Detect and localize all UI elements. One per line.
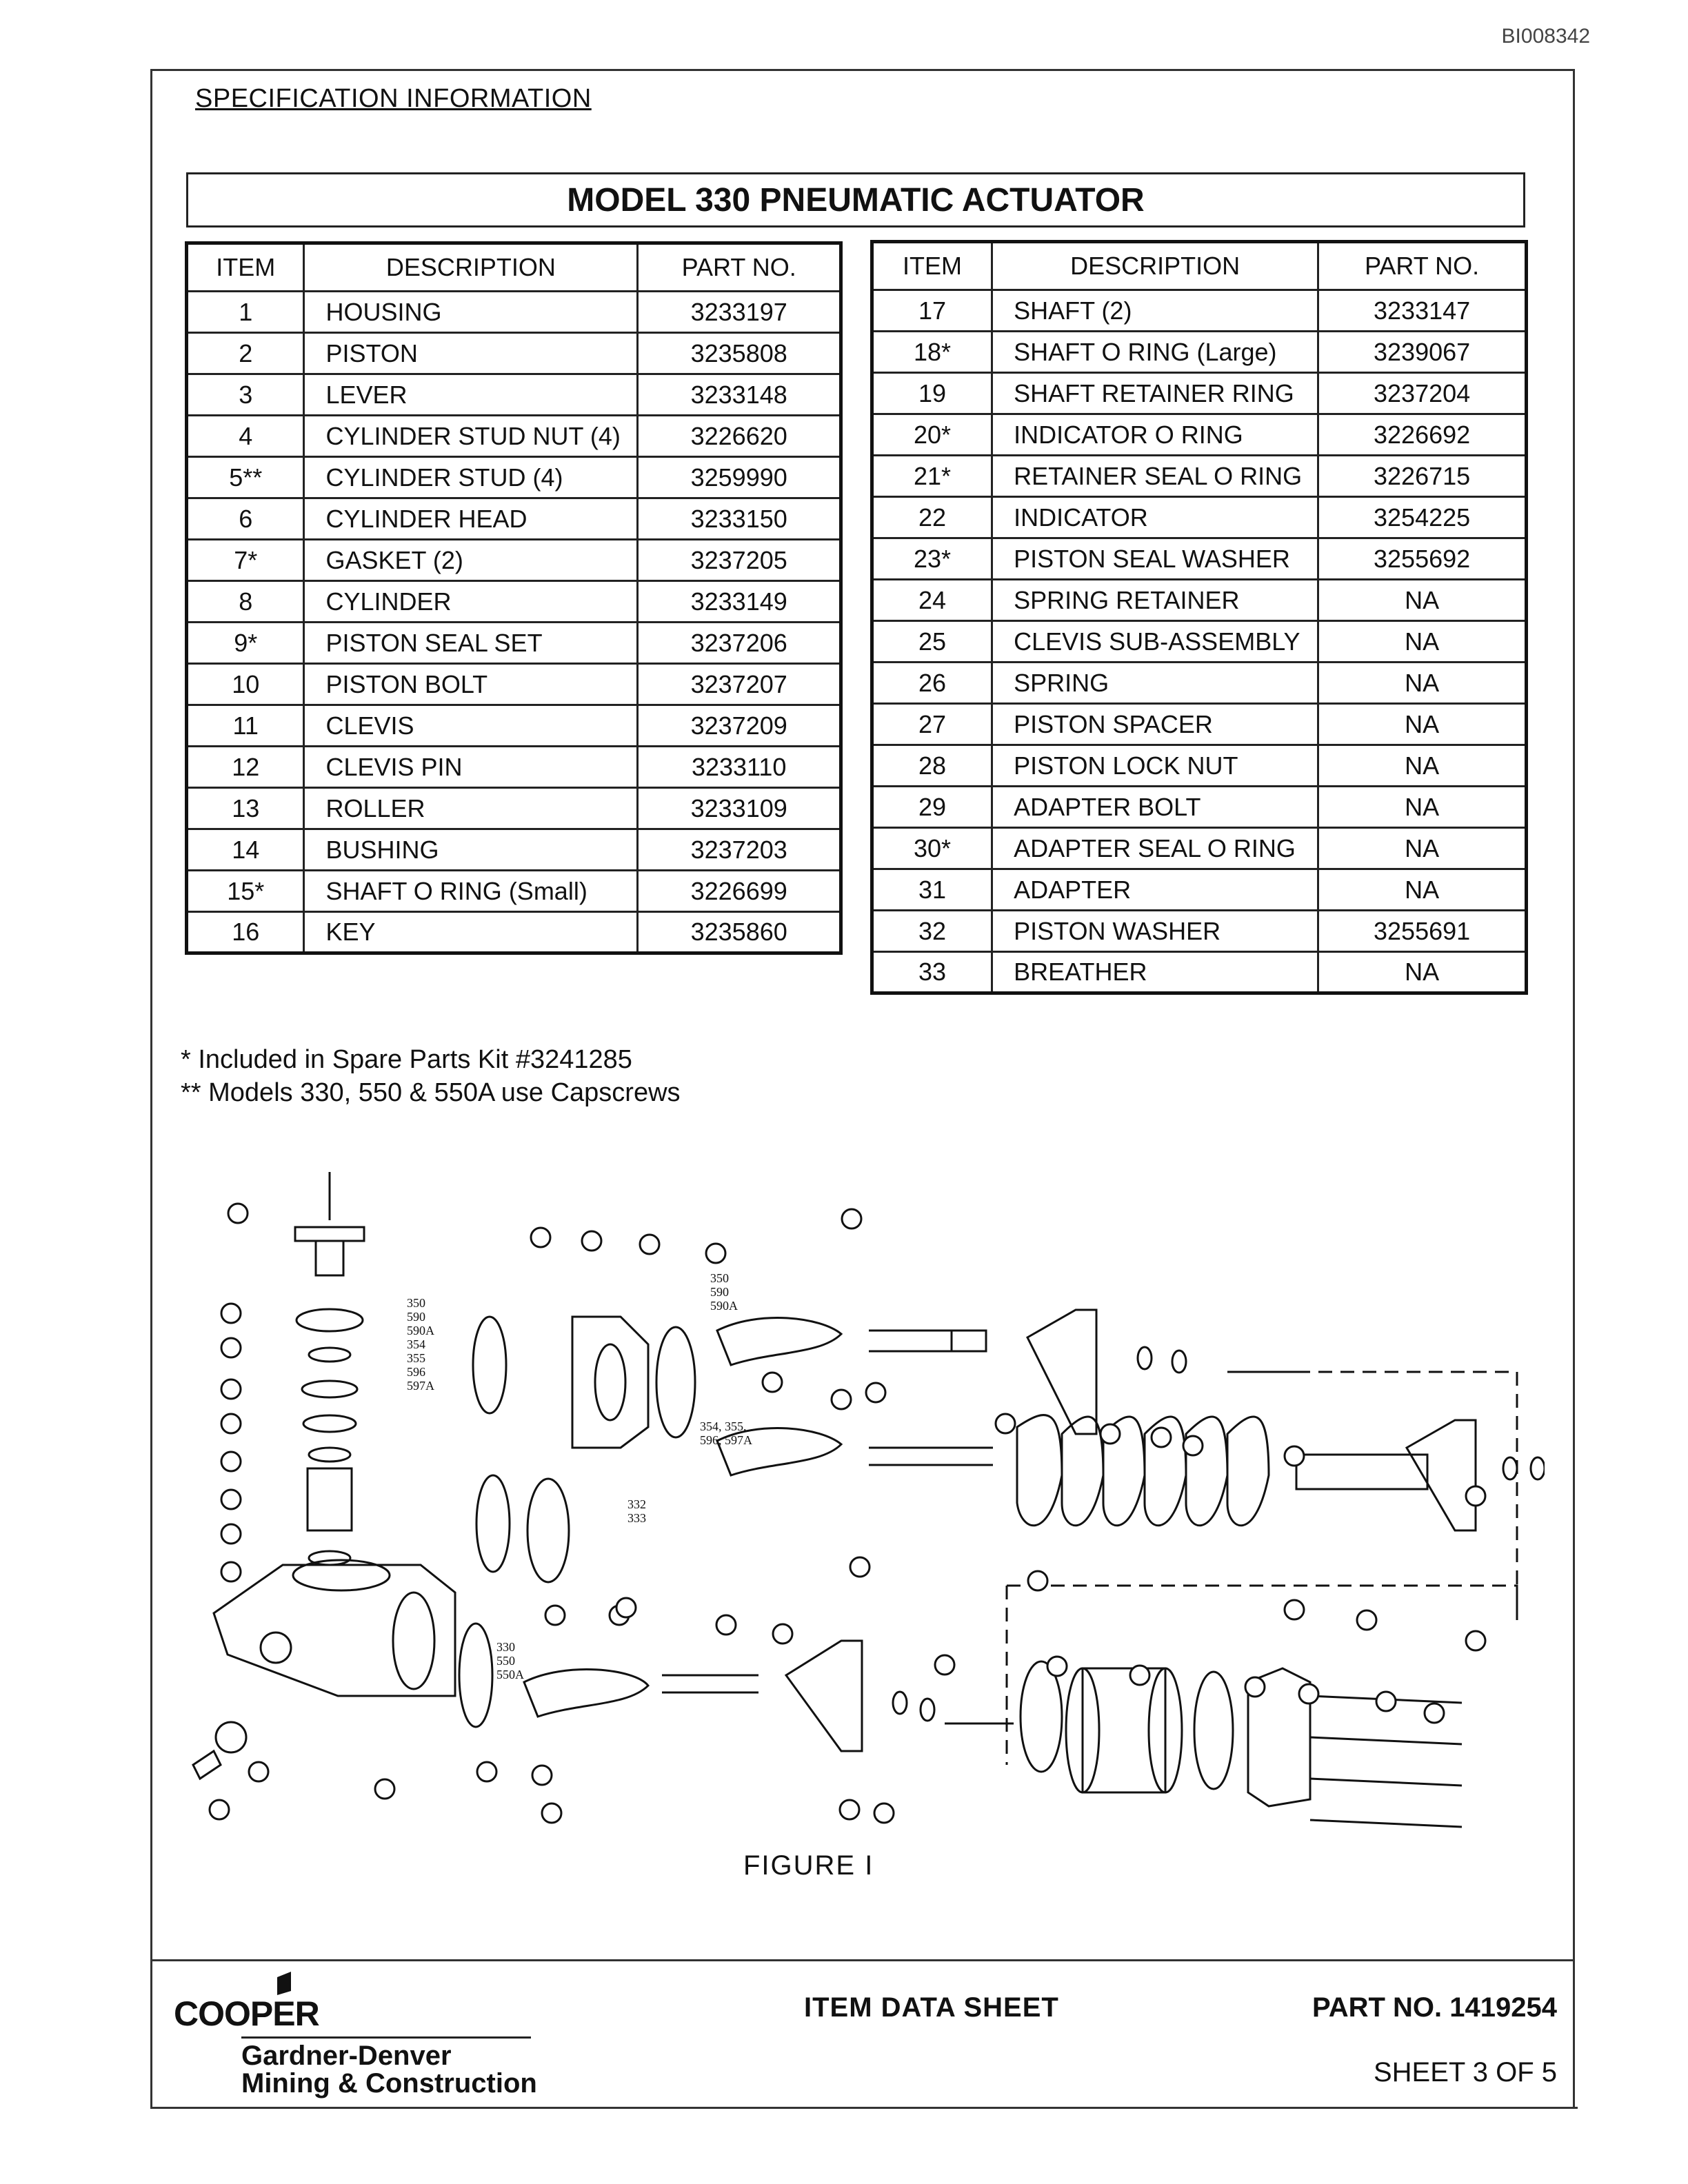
svg-text:332: 332 xyxy=(627,1497,646,1511)
company-name-line1: Gardner-Denver xyxy=(241,2041,452,2071)
part-no-cell: NA xyxy=(1318,580,1527,621)
svg-text:355: 355 xyxy=(407,1351,425,1365)
table-row xyxy=(187,457,841,498)
item-cell: 15* xyxy=(187,871,304,912)
company-name-line2: Mining & Construction xyxy=(241,2068,537,2099)
table-row xyxy=(187,747,841,788)
description-cell: CYLINDER STUD (4) xyxy=(304,457,638,498)
item-cell: 22 xyxy=(872,497,992,538)
part-no-cell: 3233147 xyxy=(1318,290,1527,332)
header-item: ITEM xyxy=(872,242,992,290)
item-cell: 28 xyxy=(872,745,992,787)
item-cell: 14 xyxy=(187,829,304,871)
table-header-row xyxy=(872,242,1527,290)
part-no-cell: 3233197 xyxy=(638,292,841,333)
description-cell: CLEVIS xyxy=(304,705,638,747)
description-cell: SHAFT O RING (Small) xyxy=(304,871,638,912)
item-cell: 26 xyxy=(872,663,992,704)
description-cell: INDICATOR O RING xyxy=(992,414,1318,456)
part-no-cell: 3237204 xyxy=(1318,373,1527,414)
svg-text:550A: 550A xyxy=(496,1668,524,1681)
logo-rule xyxy=(241,2036,531,2039)
item-cell: 24 xyxy=(872,580,992,621)
part-no-cell: 3237209 xyxy=(638,705,841,747)
description-cell: KEY xyxy=(304,912,638,953)
housing xyxy=(193,1560,455,1779)
table-row xyxy=(187,498,841,540)
item-cell: 1 xyxy=(187,292,304,333)
description-cell: PISTON SPACER xyxy=(992,704,1318,745)
parts-table-right xyxy=(870,240,1528,995)
svg-text:550: 550 xyxy=(496,1654,515,1668)
description-cell: CLEVIS SUB-ASSEMBLY xyxy=(992,621,1318,663)
table-row xyxy=(187,705,841,747)
part-no-cell: 3239067 xyxy=(1318,332,1527,373)
table-row xyxy=(187,374,841,416)
part-no-cell: NA xyxy=(1318,704,1527,745)
item-cell: 21* xyxy=(872,456,992,497)
header-description: DESCRIPTION xyxy=(304,243,638,292)
part-no-cell: NA xyxy=(1318,663,1527,704)
description-cell: INDICATOR xyxy=(992,497,1318,538)
description-cell: ADAPTER xyxy=(992,869,1318,911)
item-cell: 12 xyxy=(187,747,304,788)
item-cell: 6 xyxy=(187,498,304,540)
part-no-cell: 3233148 xyxy=(638,374,841,416)
description-cell: RETAINER SEAL O RING xyxy=(992,456,1318,497)
description-cell: LEVER xyxy=(304,374,638,416)
table-row xyxy=(872,828,1527,869)
table-row xyxy=(872,787,1527,828)
part-no-cell: 3255691 xyxy=(1318,911,1527,952)
svg-text:590A: 590A xyxy=(407,1324,434,1337)
table-row xyxy=(187,333,841,374)
table-row xyxy=(187,581,841,623)
item-cell: 32 xyxy=(872,911,992,952)
part-no-cell: NA xyxy=(1318,869,1527,911)
table-row xyxy=(872,704,1527,745)
description-cell: GASKET (2) xyxy=(304,540,638,581)
part-no-cell: NA xyxy=(1318,745,1527,787)
table-row xyxy=(872,580,1527,621)
part-no-cell: NA xyxy=(1318,828,1527,869)
table-row xyxy=(872,869,1527,911)
item-cell: 11 xyxy=(187,705,304,747)
part-no-cell: 3235808 xyxy=(638,333,841,374)
bottom-rule xyxy=(150,2107,1578,2109)
table-row xyxy=(187,788,841,829)
svg-text:590: 590 xyxy=(710,1285,729,1299)
parts-table-left xyxy=(185,241,843,955)
description-cell: PISTON LOCK NUT xyxy=(992,745,1318,787)
description-cell: CYLINDER HEAD xyxy=(304,498,638,540)
footer-part-no: PART NO. 1419254 xyxy=(1312,1992,1557,2023)
part-no-cell: 3226715 xyxy=(1318,456,1527,497)
table-row xyxy=(872,663,1527,704)
item-cell: 18* xyxy=(872,332,992,373)
footer-divider xyxy=(150,1959,1575,1961)
description-cell: PISTON SEAL SET xyxy=(304,623,638,664)
sheet-number: SHEET 3 OF 5 xyxy=(1373,2057,1557,2087)
description-cell: ADAPTER SEAL O RING xyxy=(992,828,1318,869)
table-row xyxy=(872,911,1527,952)
table-row xyxy=(872,456,1527,497)
table-row xyxy=(187,829,841,871)
description-cell: PISTON SEAL WASHER xyxy=(992,538,1318,580)
part-no-cell: 3237206 xyxy=(638,623,841,664)
item-cell: 10 xyxy=(187,664,304,705)
doc-type: ITEM DATA SHEET xyxy=(804,1992,1059,2023)
header-part-no: PART NO. xyxy=(1318,242,1527,290)
table-header-row xyxy=(187,243,841,292)
description-cell: SHAFT O RING (Large) xyxy=(992,332,1318,373)
description-cell: CYLINDER STUD NUT (4) xyxy=(304,416,638,457)
table-row xyxy=(872,414,1527,456)
note-capscrews: ** Models 330, 550 & 550A use Capscrews xyxy=(181,1078,681,1107)
svg-text:590: 590 xyxy=(407,1310,425,1324)
model-title: MODEL 330 PNEUMATIC ACTUATOR xyxy=(186,172,1525,228)
part-no-cell: 3233109 xyxy=(638,788,841,829)
item-cell: 31 xyxy=(872,869,992,911)
figure-caption: FIGURE I xyxy=(743,1850,874,1881)
part-no-cell: 3259990 xyxy=(638,457,841,498)
table-row xyxy=(872,290,1527,332)
item-cell: 2 xyxy=(187,333,304,374)
indicator-stack xyxy=(295,1172,364,1565)
description-cell: HOUSING xyxy=(304,292,638,333)
svg-text:596, 597A: 596, 597A xyxy=(700,1433,752,1447)
table-row xyxy=(872,538,1527,580)
item-cell: 33 xyxy=(872,952,992,993)
description-cell: BUSHING xyxy=(304,829,638,871)
table-row xyxy=(187,416,841,457)
description-cell: PISTON WASHER xyxy=(992,911,1318,952)
part-no-cell: 3226692 xyxy=(1318,414,1527,456)
description-cell: PISTON xyxy=(304,333,638,374)
part-no-cell: NA xyxy=(1318,952,1527,993)
item-cell: 13 xyxy=(187,788,304,829)
table-row xyxy=(187,664,841,705)
description-cell: PISTON BOLT xyxy=(304,664,638,705)
note-spare-kit: * Included in Spare Parts Kit #3241285 xyxy=(181,1045,632,1074)
item-cell: 23* xyxy=(872,538,992,580)
spec-title: SPECIFICATION INFORMATION xyxy=(195,84,592,113)
svg-text:354, 355,: 354, 355, xyxy=(700,1419,747,1433)
svg-text:330: 330 xyxy=(496,1640,515,1654)
item-cell: 30* xyxy=(872,828,992,869)
description-cell: CLEVIS PIN xyxy=(304,747,638,788)
item-cell: 16 xyxy=(187,912,304,953)
svg-text:354: 354 xyxy=(407,1337,425,1351)
description-cell: SHAFT (2) xyxy=(992,290,1318,332)
item-cell: 3 xyxy=(187,374,304,416)
exploded-view-figure xyxy=(165,1144,1545,1875)
part-no-cell: NA xyxy=(1318,787,1527,828)
item-cell: 5** xyxy=(187,457,304,498)
table-row xyxy=(187,912,841,953)
item-cell: 20* xyxy=(872,414,992,456)
table-row xyxy=(872,332,1527,373)
cooper-logo-text: COOPER xyxy=(174,1994,319,2033)
part-no-cell: 3233110 xyxy=(638,747,841,788)
item-cell: 9* xyxy=(187,623,304,664)
svg-text:350: 350 xyxy=(710,1271,729,1285)
part-no-cell: 3237205 xyxy=(638,540,841,581)
part-no-cell: 3237203 xyxy=(638,829,841,871)
document-id: BI008342 xyxy=(1501,25,1590,48)
description-cell: SPRING xyxy=(992,663,1318,704)
svg-text:590A: 590A xyxy=(710,1299,738,1313)
table-row xyxy=(872,373,1527,414)
header-description: DESCRIPTION xyxy=(992,242,1318,290)
item-cell: 17 xyxy=(872,290,992,332)
part-no-cell: 3255692 xyxy=(1318,538,1527,580)
item-cell: 29 xyxy=(872,787,992,828)
table-row xyxy=(872,745,1527,787)
item-cell: 8 xyxy=(187,581,304,623)
part-no-cell: 3233149 xyxy=(638,581,841,623)
svg-text:333: 333 xyxy=(627,1511,646,1525)
part-no-cell: 3254225 xyxy=(1318,497,1527,538)
part-no-cell: 3226620 xyxy=(638,416,841,457)
part-no-cell: 3237207 xyxy=(638,664,841,705)
item-cell: 19 xyxy=(872,373,992,414)
description-cell: SHAFT RETAINER RING xyxy=(992,373,1318,414)
description-cell: SPRING RETAINER xyxy=(992,580,1318,621)
table-row xyxy=(187,540,841,581)
part-no-cell: NA xyxy=(1318,621,1527,663)
header-item: ITEM xyxy=(187,243,304,292)
svg-text:597A: 597A xyxy=(407,1379,434,1393)
description-cell: BREATHER xyxy=(992,952,1318,993)
svg-text:596: 596 xyxy=(407,1365,425,1379)
item-cell: 7* xyxy=(187,540,304,581)
table-row xyxy=(872,621,1527,663)
item-cell: 27 xyxy=(872,704,992,745)
table-row xyxy=(187,292,841,333)
table-row xyxy=(187,623,841,664)
part-no-cell: 3226699 xyxy=(638,871,841,912)
part-no-cell: 3233150 xyxy=(638,498,841,540)
table-row xyxy=(872,952,1527,993)
svg-text:350: 350 xyxy=(407,1296,425,1310)
description-cell: ROLLER xyxy=(304,788,638,829)
description-cell: ADAPTER BOLT xyxy=(992,787,1318,828)
table-row xyxy=(872,497,1527,538)
description-cell: CYLINDER xyxy=(304,581,638,623)
item-cell: 25 xyxy=(872,621,992,663)
part-no-cell: 3235860 xyxy=(638,912,841,953)
table-row xyxy=(187,871,841,912)
header-part-no: PART NO. xyxy=(638,243,841,292)
item-cell: 4 xyxy=(187,416,304,457)
